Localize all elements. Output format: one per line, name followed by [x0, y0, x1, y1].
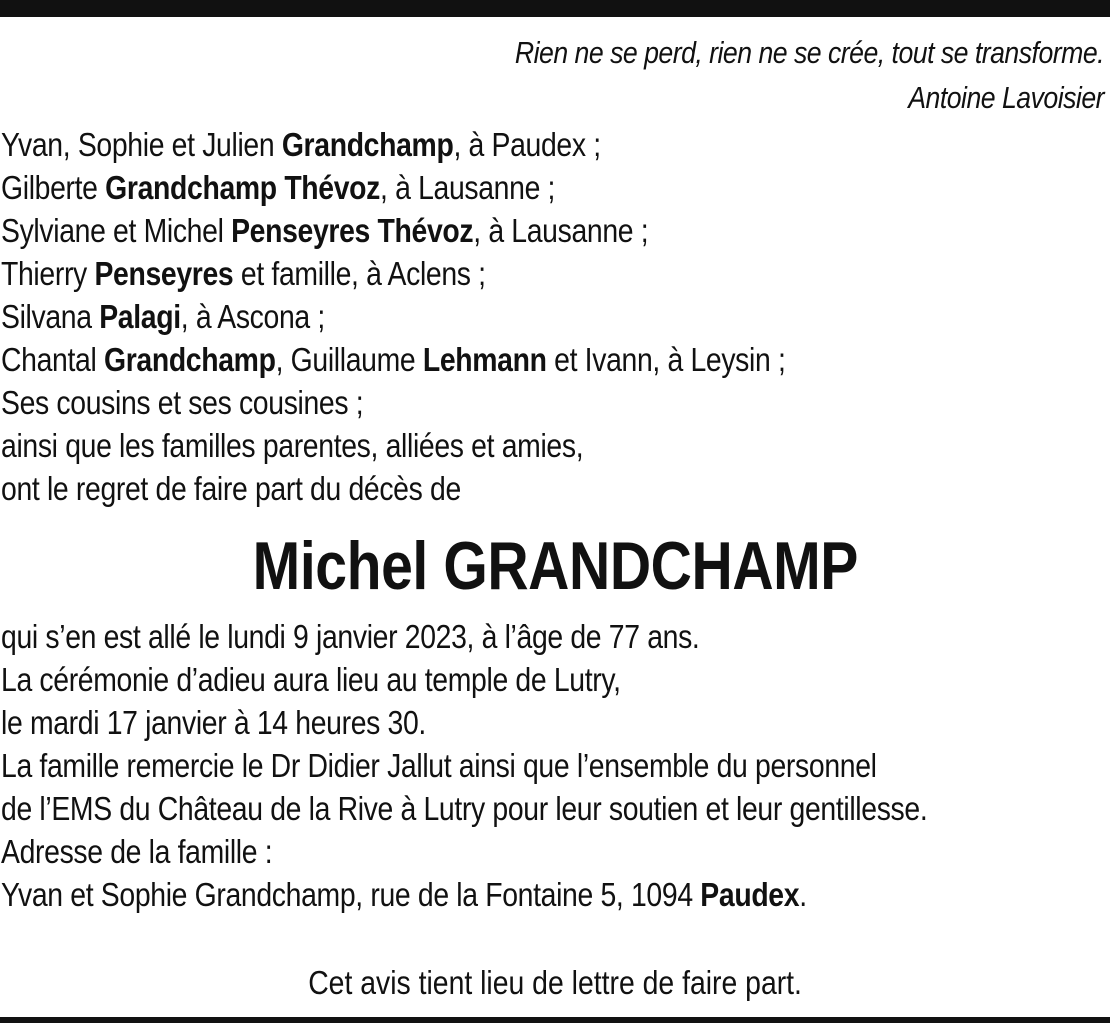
- line-text: ont le regret de faire part du décès de: [1, 470, 461, 507]
- family-line: [1, 295, 786, 338]
- line-text: Yvan, Sophie et Julien: [1, 126, 282, 163]
- bold-name: Penseyres: [94, 255, 234, 292]
- quote-author: Antoine Lavoisier: [908, 80, 1104, 115]
- line-text: Thierry: [1, 255, 95, 292]
- line-text: Chantal: [1, 341, 104, 378]
- family-line: [1, 252, 786, 295]
- line-text: de l’EMS du Château de la Rive à Lutry pour leur soutien et leur gentillesse.: [1, 790, 928, 827]
- top-border-rule: [0, 0, 1110, 17]
- line-text: , à Lausanne ;: [473, 212, 649, 249]
- line-text: .: [799, 876, 807, 913]
- family-line: [1, 123, 786, 166]
- family-line: [1, 166, 786, 209]
- line-text: le mardi 17 janvier à 14 heures 30.: [1, 704, 426, 741]
- line-text: , à Paudex ;: [453, 126, 601, 163]
- family-line: [1, 424, 786, 467]
- line-text: et Ivann, à Leysin ;: [546, 341, 786, 378]
- footer-note: [0, 960, 1110, 1005]
- deceased-name: Michel GRANDCHAMP: [252, 528, 858, 604]
- detail-line: [1, 873, 927, 916]
- family-announcement-list: [1, 123, 786, 510]
- detail-line: [1, 744, 927, 787]
- bold-name: Grandchamp: [103, 341, 276, 378]
- family-line: [1, 338, 786, 381]
- bold-name: Grandchamp: [281, 126, 454, 163]
- detail-line: [1, 701, 927, 744]
- footer-note-text: Cet avis tient lieu de lettre de faire part.: [308, 964, 802, 1001]
- line-text: Sylviane et Michel: [1, 212, 232, 249]
- line-text: et famille, à Aclens ;: [233, 255, 486, 292]
- line-text: La cérémonie d’adieu aura lieu au temple de Lutry,: [1, 661, 621, 698]
- deceased-name-heading: [0, 526, 1110, 606]
- line-text: , à Ascona ;: [180, 298, 325, 335]
- line-text: , Guillaume: [275, 341, 423, 378]
- detail-line: [1, 658, 927, 701]
- line-text: La famille remercie le Dr Didier Jallut ainsi que l’ensemble du personnel: [1, 747, 877, 784]
- line-text: Yvan et Sophie Grandchamp, rue de la Fontaine 5, 1094: [1, 876, 701, 913]
- ceremony-details: [1, 615, 927, 916]
- line-text: Ses cousins et ses cousines ;: [1, 384, 364, 421]
- line-text: Gilberte: [1, 169, 106, 206]
- family-line: [1, 209, 786, 252]
- bold-name: Paudex: [700, 876, 800, 913]
- family-line: [1, 467, 786, 510]
- line-text: ainsi que les familles parentes, alliées et amies,: [1, 427, 584, 464]
- line-text: , à Lausanne ;: [380, 169, 556, 206]
- bold-name: Palagi: [99, 298, 181, 335]
- bottom-border-rule: [0, 1017, 1110, 1023]
- epigraph-quote: [515, 30, 1104, 120]
- line-text: Adresse de la famille :: [1, 833, 273, 870]
- line-text: qui s’en est allé le lundi 9 janvier 2023, à l’âge de 77 ans.: [1, 618, 700, 655]
- bold-name: Penseyres Thévoz: [231, 212, 474, 249]
- bold-name: Grandchamp Thévoz: [105, 169, 381, 206]
- detail-line: [1, 615, 927, 658]
- family-line: [1, 381, 786, 424]
- detail-line: [1, 830, 927, 873]
- line-text: Silvana: [1, 298, 100, 335]
- quote-text: Rien ne se perd, rien ne se crée, tout se transforme.: [514, 35, 1104, 70]
- bold-name: Lehmann: [422, 341, 547, 378]
- detail-line: [1, 787, 927, 830]
